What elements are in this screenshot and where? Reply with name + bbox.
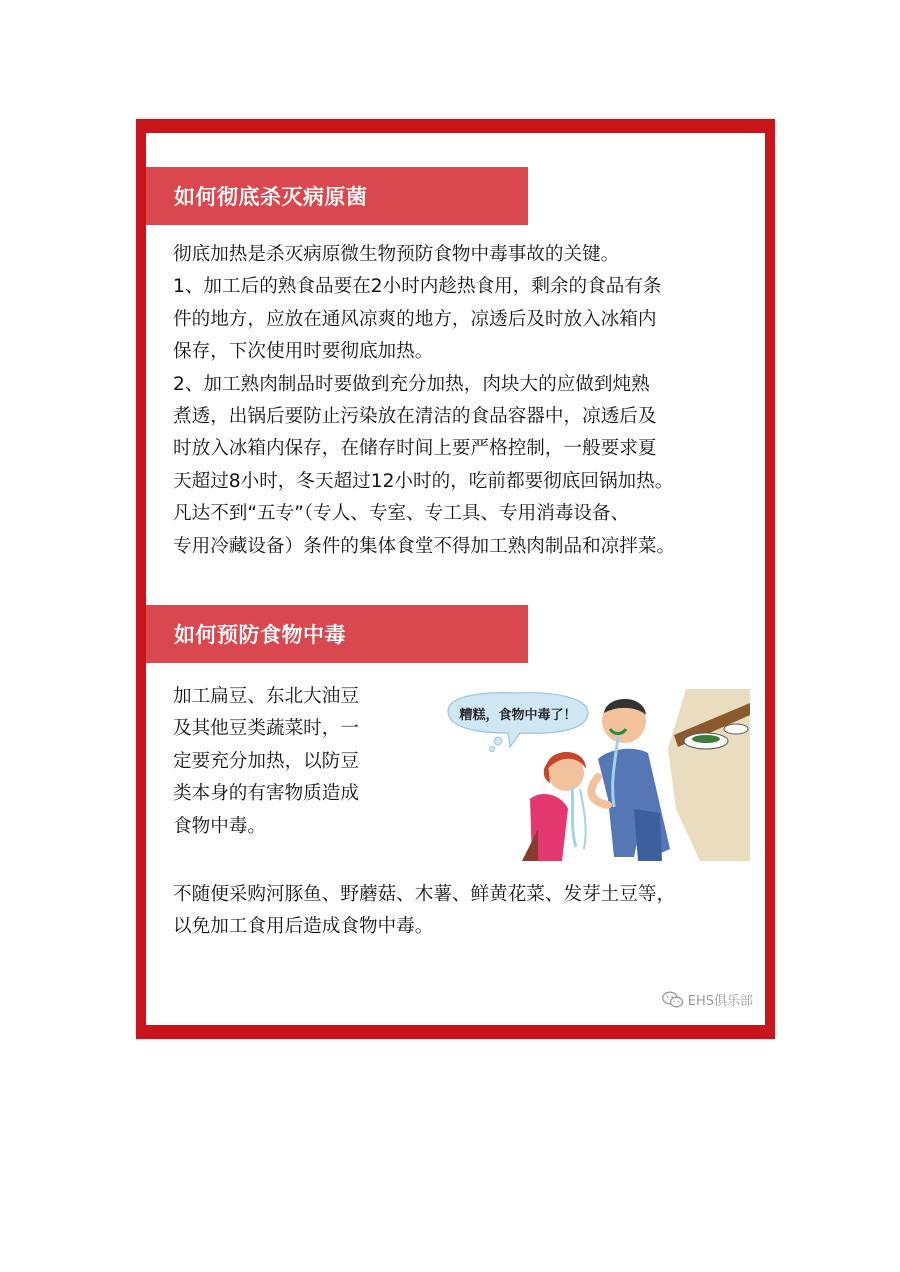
section-heading-text: 如何预防食物中毒	[174, 623, 346, 647]
cartoon-sick-people-image	[438, 689, 750, 861]
paragraph-line: 件的地方，应放在通风凉爽的地方，凉透后及时放入冰箱内	[173, 308, 657, 330]
paragraph-line: 彻底加热是杀灭病原微生物预防食物中毒事故的关键。	[173, 244, 620, 265]
watermark-text: EHS俱乐部	[687, 994, 753, 1009]
paragraph-line: 类本身的有害物质造成	[173, 783, 359, 805]
section-heading-text: 如何彻底杀灭病原菌	[174, 185, 368, 209]
section-body-beans	[173, 681, 413, 843]
paragraph-line: 以免加工食用后造成食物中毒。	[173, 916, 434, 938]
poster-card	[136, 119, 775, 1039]
watermark	[662, 990, 753, 1009]
paragraph-line: 天超过8小时，冬天超过12小时的，吃前都要彻底回锅加热。	[173, 470, 674, 492]
paragraph-line: 加工扁豆、东北大油豆	[173, 686, 359, 707]
paragraph-line: 食物中毒。	[173, 815, 266, 837]
section-body-kill-pathogens	[173, 239, 758, 563]
wechat-icon	[662, 991, 684, 1009]
section-heading-prevent-poisoning	[146, 605, 528, 663]
paragraph-line: 2、加工熟肉制品时要做到充分加热，肉块大的应做到炖熟	[173, 373, 650, 395]
paragraph-line: 专用冷藏设备）条件的集体食堂不得加工熟肉制品和凉拌菜。	[173, 535, 676, 557]
speech-bubble-text: 糟糕，食物中毒了！	[459, 708, 577, 723]
food-poisoning-illustration	[438, 689, 750, 861]
paragraph-line: 时放入冰箱内保存，在储存时间上要严格控制，一般要求夏	[173, 438, 657, 460]
paragraph-line: 保存，下次使用时要彻底加热。	[173, 341, 434, 363]
section-body-avoid-foods	[173, 879, 758, 944]
paragraph-line: 定要充分加热，以防豆	[173, 750, 359, 772]
section-heading-kill-pathogens	[146, 167, 528, 225]
paragraph-line: 1、加工后的熟食品要在2小时内趁热食用，剩余的食品有条	[173, 276, 662, 298]
poster-content	[146, 133, 765, 1025]
paragraph-line: 及其他豆类蔬菜时，一	[173, 718, 359, 740]
paragraph-line: 不随便采购河豚鱼、野蘑菇、木薯、鲜黄花菜、发芽土豆等，	[173, 884, 676, 905]
paragraph-line: 煮透，出锅后要防止污染放在清洁的食品容器中，凉透后及	[173, 406, 657, 428]
paragraph-line: 凡达不到“五专”（专人、专室、专工具、专用消毒设备、	[173, 503, 630, 525]
